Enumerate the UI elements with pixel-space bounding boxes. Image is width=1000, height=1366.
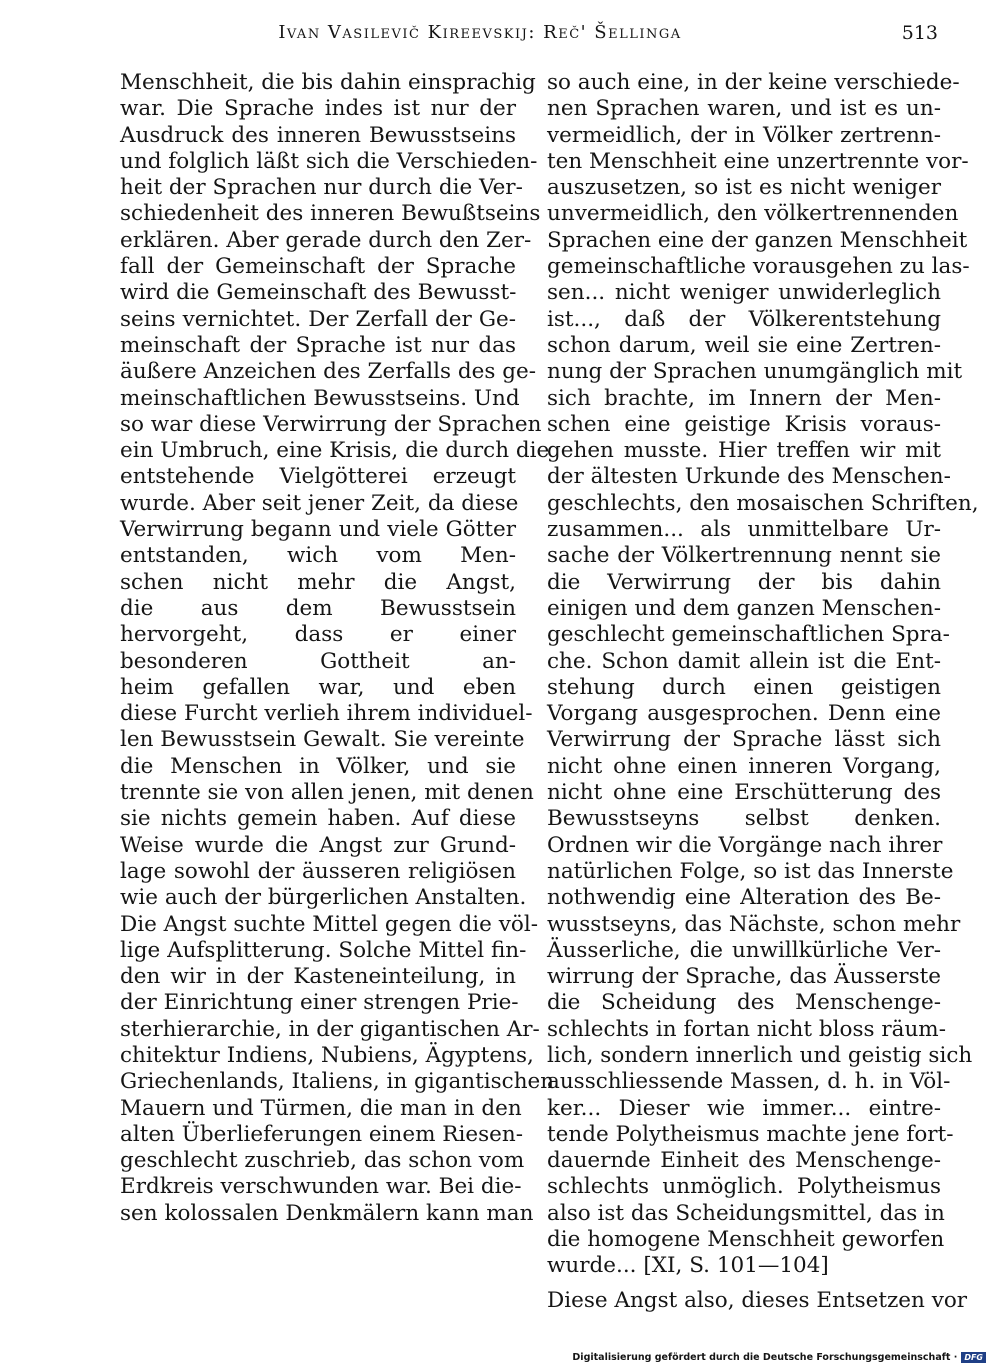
text-line: sen kolossalen Denkmälern kann man — [120, 1200, 534, 1226]
text-line: dauernde Einheit des Menschenge- — [547, 1148, 941, 1174]
text-line: so auch eine, in der keine verschiede- — [547, 70, 960, 95]
text-line: Menschheit, die bis dahin einsprachig — [120, 70, 536, 95]
running-title: Ivan Vasilevič Kireevskij: Reč' Šellinga — [278, 22, 682, 43]
text-line: Mauern und Türmen, die man in den — [120, 1095, 522, 1121]
footer-credit — [572, 1350, 986, 1364]
dfg-logo: DFG — [961, 1352, 986, 1363]
text-line: schiedenheit des inneren Bewußtseins — [120, 201, 541, 227]
text-line: so war diese Verwirrung der Sprachen — [120, 411, 542, 437]
text-line: geschlecht zuschrieb, das schon vom — [120, 1148, 525, 1174]
text-line: Verwirrung der Sprache lässt sich — [547, 727, 941, 753]
text-line: natürlichen Folge, so ist das Innerste — [547, 858, 954, 884]
text-line: wie auch der bürgerlichen Anstalten. — [120, 885, 527, 911]
funding-note: Digitalisierung gefördert durch die Deutsche Forschungsgemeinschaft · — [572, 1351, 958, 1363]
text-line: Sprachen eine der ganzen Menschheit — [547, 227, 968, 253]
text-line: lige Aufsplitterung. Solche Mittel fin- — [120, 937, 527, 963]
text-line: chitektur Indiens, Nubiens, Ägyptens, — [120, 1042, 534, 1068]
text-line: vermeidlich, der in Völker zertrenn- — [547, 122, 941, 148]
text-line: wirrung der Sprache, das Äusserste — [547, 964, 941, 990]
text-line: sich brachte, im Innern der Men- — [547, 385, 941, 411]
text-line: einigen und dem ganzen Menschen- — [547, 595, 941, 621]
text-line: die Verwirrung der bis dahin — [547, 569, 941, 595]
text-line: len Bewusstsein Gewalt. Sie vereinte — [120, 727, 525, 753]
text-line: sie nichts gemein haben. Auf diese — [120, 806, 516, 832]
text-line: alten Überlieferungen einem Riesen- — [120, 1121, 523, 1147]
text-line: lich, sondern innerlich und geistig sich — [547, 1042, 973, 1068]
text-line: ist..., daß der Völkerentstehung — [547, 306, 941, 332]
text-line: heim gefallen war, und eben — [120, 674, 516, 700]
text-line: schen eine geistige Krisis voraus- — [547, 411, 941, 437]
text-line: entstanden, wich vom Men- — [120, 543, 516, 569]
text-line: also ist das Scheidungsmittel, das in — [547, 1200, 945, 1226]
text-line: nicht ohne eine Erschütterung des — [547, 780, 941, 806]
text-line: nothwendig eine Alteration des Be- — [547, 885, 941, 911]
text-line: Äusserliche, die unwillkürliche Ver- — [547, 937, 941, 963]
text-line: die Scheidung des Menschenge- — [547, 990, 941, 1016]
text-line: trennte sie von allen jenen, mit denen — [120, 780, 534, 806]
text-line: die aus dem Bewusstsein — [120, 595, 516, 621]
text-line: entstehende Vielgötterei erzeugt — [120, 464, 516, 490]
text-line: den wir in der Kasteneinteilung, in — [120, 964, 516, 990]
text-line: seins vernichtet. Der Zerfall der Ge- — [120, 306, 516, 332]
text-line: der ältesten Urkunde des Menschen- — [547, 464, 951, 490]
text-line: schen nicht mehr die Angst, — [120, 569, 516, 595]
text-line: meinschaftlichen Bewusstseins. Und — [120, 385, 520, 411]
text-line: auszusetzen, so ist es nicht weniger — [547, 175, 941, 201]
text-line: geschlechts, den mosaischen Schriften, — [547, 490, 979, 516]
text-line: Die Angst suchte Mittel gegen die völ- — [120, 911, 538, 937]
text-line: Erdkreis verschwunden war. Bei die- — [120, 1174, 522, 1200]
text-line: ausschliessende Massen, d. h. in Völ- — [547, 1069, 951, 1095]
text-line: gehen musste. Hier treffen wir mit — [547, 438, 941, 464]
text-line: Griechenlands, Italiens, in gigantischen — [120, 1069, 555, 1095]
text-line: wird die Gemeinschaft des Bewusst- — [120, 280, 517, 306]
text-line: besonderen Gottheit an- — [120, 648, 516, 674]
text-line: wurde. Aber seit jener Zeit, da diese — [120, 490, 519, 516]
text-line: schon darum, weil sie eine Zertren- — [547, 332, 941, 358]
text-line: schlechts unmöglich. Polytheismus — [547, 1174, 941, 1200]
text-line: die homogene Menschheit geworfen — [547, 1227, 945, 1253]
text-line: Diese Angst also, dieses Entsetzen vor — [547, 1287, 968, 1313]
text-line: diese Furcht verlieh ihrem individuel- — [120, 701, 533, 727]
text-line: heit der Sprachen nur durch die Ver- — [120, 175, 523, 201]
text-line: erklären. Aber gerade durch den Zer- — [120, 227, 532, 253]
text-line: ker... Dieser wie immer... eintre- — [547, 1095, 941, 1121]
text-line: der Einrichtung einer strengen Prie- — [120, 990, 519, 1016]
text-line: gemeinschaftliche vorausgehen zu las- — [547, 254, 970, 280]
left-text-column — [120, 70, 555, 1227]
page-number: 513 — [901, 22, 938, 44]
text-line: sterhierarchie, in der gigantischen Ar- — [120, 1016, 540, 1042]
text-line: lage sowohl der äusseren religiösen — [120, 858, 516, 884]
text-line: nicht ohne einen inneren Vorgang, — [547, 753, 941, 779]
text-line: schlechts in fortan nicht bloss räum- — [547, 1016, 946, 1042]
text-line: äußere Anzeichen des Zerfalls des ge- — [120, 359, 536, 385]
text-line: tende Polytheismus machte jene fort- — [547, 1121, 954, 1147]
text-line: wurde... [XI, S. 101—104] — [547, 1253, 829, 1279]
text-line: Vorgang ausgesprochen. Denn eine — [547, 701, 941, 727]
text-line: fall der Gemeinschaft der Sprache — [120, 254, 516, 280]
right-text-column — [547, 70, 979, 1314]
text-line: Ordnen wir die Vorgänge nach ihrer — [547, 832, 943, 858]
text-line: nung der Sprachen unumgänglich mit — [547, 359, 963, 385]
text-line: stehung durch einen geistigen — [547, 674, 941, 700]
text-line: nen Sprachen waren, und ist es un- — [547, 96, 941, 122]
text-line: zusammen... als unmittelbare Ur- — [547, 517, 941, 543]
text-line: Ausdruck des inneren Bewusstseins — [120, 122, 516, 148]
text-line: ein Umbruch, eine Krisis, die durch die — [120, 438, 550, 464]
page-header — [120, 22, 940, 48]
text-line: Weise wurde die Angst zur Grund- — [120, 832, 516, 858]
text-line: sache der Völkertrennung nennt sie — [547, 543, 941, 569]
text-line: war. Die Sprache indes ist nur der — [120, 96, 516, 122]
text-line: wusstseyns, das Nächste, schon mehr — [547, 911, 961, 937]
text-line: che. Schon damit allein ist die Ent- — [547, 648, 941, 674]
text-line: ten Menschheit eine unzertrennte vor- — [547, 148, 969, 174]
text-line: sen... nicht weniger unwiderleglich — [547, 280, 941, 306]
text-line: Bewusstseyns selbst denken. — [547, 806, 941, 832]
text-line: und folglich läßt sich die Verschieden- — [120, 148, 538, 174]
text-line: geschlecht gemeinschaftlichen Spra- — [547, 622, 950, 648]
text-line: meinschaft der Sprache ist nur das — [120, 332, 516, 358]
text-line: unvermeidlich, den völkertrennenden — [547, 201, 959, 227]
text-line: hervorgeht, dass er einer — [120, 622, 516, 648]
text-line: die Menschen in Völker, und sie — [120, 753, 516, 779]
text-line: Verwirrung begann und viele Götter — [120, 517, 516, 543]
